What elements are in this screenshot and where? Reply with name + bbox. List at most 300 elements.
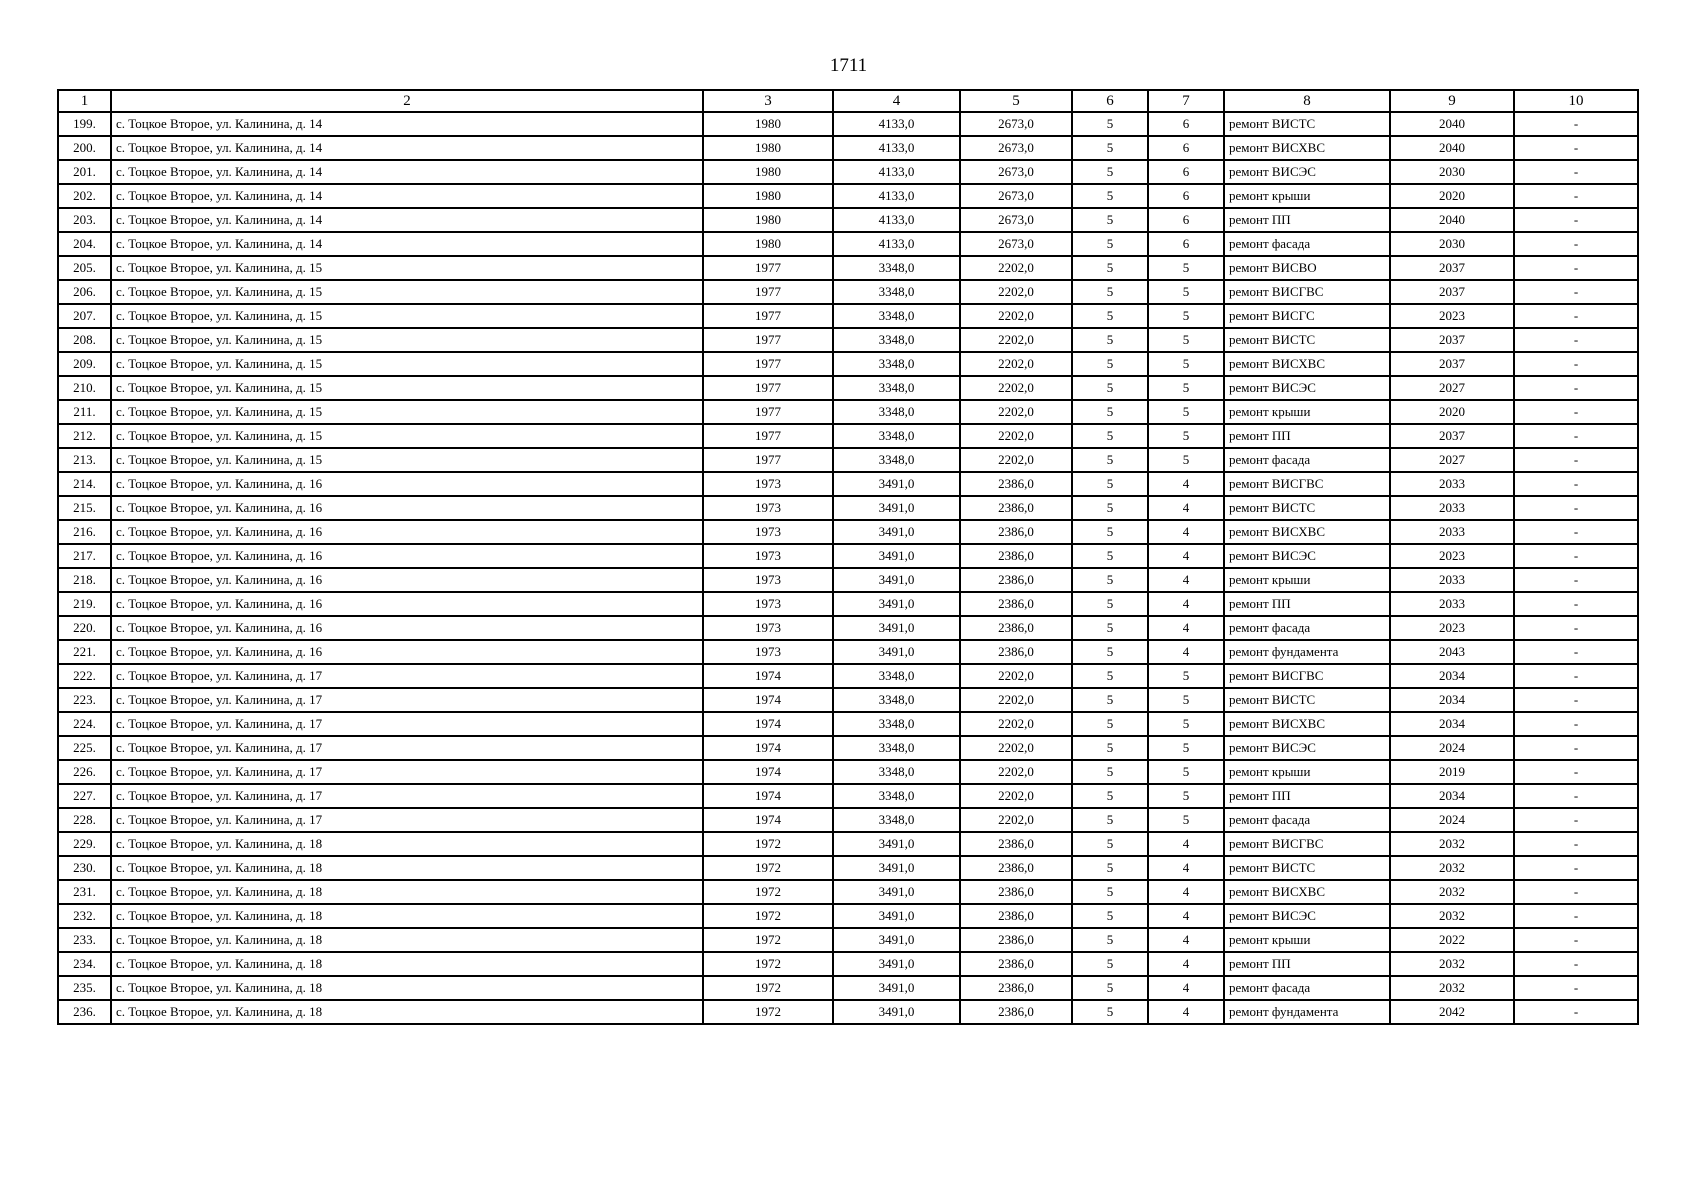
work-type-cell: ремонт ВИСХВС (1224, 136, 1390, 160)
work-type-cell: ремонт ВИСТС (1224, 112, 1390, 136)
living-area-cell: 2386,0 (960, 1000, 1072, 1024)
address-cell: с. Тоцкое Второе, ул. Калинина, д. 16 (111, 520, 703, 544)
work-type-cell: ремонт ВИСГВС (1224, 832, 1390, 856)
column-header: 2 (111, 90, 703, 112)
total-area-cell: 3491,0 (833, 904, 960, 928)
entrances-cell: 4 (1148, 880, 1224, 904)
year-cell: 1972 (703, 952, 833, 976)
column-header: 9 (1390, 90, 1514, 112)
work-type-cell: ремонт ВИСХВС (1224, 880, 1390, 904)
year-cell: 1977 (703, 448, 833, 472)
note-cell: - (1514, 448, 1638, 472)
year-cell: 1977 (703, 376, 833, 400)
row-number-cell: 230. (58, 856, 111, 880)
entrances-cell: 4 (1148, 592, 1224, 616)
total-area-cell: 3348,0 (833, 280, 960, 304)
address-cell: с. Тоцкое Второе, ул. Калинина, д. 16 (111, 544, 703, 568)
entrances-cell: 5 (1148, 352, 1224, 376)
living-area-cell: 2386,0 (960, 856, 1072, 880)
floors-cell: 5 (1072, 256, 1148, 280)
floors-cell: 5 (1072, 904, 1148, 928)
table-row (58, 784, 1638, 808)
row-number-cell: 209. (58, 352, 111, 376)
planned-year-cell: 2037 (1390, 352, 1514, 376)
total-area-cell: 3491,0 (833, 592, 960, 616)
repair-schedule-table (57, 89, 1639, 1025)
row-number-cell: 234. (58, 952, 111, 976)
table-row (58, 952, 1638, 976)
planned-year-cell: 2034 (1390, 784, 1514, 808)
planned-year-cell: 2019 (1390, 760, 1514, 784)
planned-year-cell: 2032 (1390, 904, 1514, 928)
table-row (58, 856, 1638, 880)
row-number-cell: 221. (58, 640, 111, 664)
row-number-cell: 201. (58, 160, 111, 184)
address-cell: с. Тоцкое Второе, ул. Калинина, д. 17 (111, 688, 703, 712)
floors-cell: 5 (1072, 664, 1148, 688)
work-type-cell: ремонт фасада (1224, 976, 1390, 1000)
row-number-cell: 222. (58, 664, 111, 688)
planned-year-cell: 2037 (1390, 256, 1514, 280)
table-row (58, 184, 1638, 208)
floors-cell: 5 (1072, 832, 1148, 856)
entrances-cell: 4 (1148, 568, 1224, 592)
work-type-cell: ремонт ВИСХВС (1224, 352, 1390, 376)
work-type-cell: ремонт крыши (1224, 568, 1390, 592)
work-type-cell: ремонт ПП (1224, 424, 1390, 448)
year-cell: 1974 (703, 760, 833, 784)
row-number-cell: 215. (58, 496, 111, 520)
address-cell: с. Тоцкое Второе, ул. Калинина, д. 15 (111, 424, 703, 448)
entrances-cell: 5 (1148, 448, 1224, 472)
note-cell: - (1514, 544, 1638, 568)
note-cell: - (1514, 376, 1638, 400)
total-area-cell: 3348,0 (833, 448, 960, 472)
entrances-cell: 5 (1148, 280, 1224, 304)
work-type-cell: ремонт фасада (1224, 448, 1390, 472)
table-row (58, 112, 1638, 136)
column-header: 7 (1148, 90, 1224, 112)
planned-year-cell: 2033 (1390, 520, 1514, 544)
living-area-cell: 2386,0 (960, 952, 1072, 976)
work-type-cell: ремонт ВИСТС (1224, 496, 1390, 520)
note-cell: - (1514, 352, 1638, 376)
living-area-cell: 2386,0 (960, 832, 1072, 856)
column-header: 5 (960, 90, 1072, 112)
entrances-cell: 6 (1148, 208, 1224, 232)
table-row (58, 640, 1638, 664)
address-cell: с. Тоцкое Второе, ул. Калинина, д. 15 (111, 304, 703, 328)
planned-year-cell: 2032 (1390, 976, 1514, 1000)
work-type-cell: ремонт крыши (1224, 760, 1390, 784)
planned-year-cell: 2033 (1390, 568, 1514, 592)
planned-year-cell: 2032 (1390, 880, 1514, 904)
row-number-cell: 212. (58, 424, 111, 448)
living-area-cell: 2202,0 (960, 784, 1072, 808)
year-cell: 1974 (703, 664, 833, 688)
table-row (58, 712, 1638, 736)
entrances-cell: 5 (1148, 424, 1224, 448)
floors-cell: 5 (1072, 496, 1148, 520)
work-type-cell: ремонт ВИСГВС (1224, 280, 1390, 304)
work-type-cell: ремонт ВИСТС (1224, 856, 1390, 880)
address-cell: с. Тоцкое Второе, ул. Калинина, д. 18 (111, 856, 703, 880)
year-cell: 1972 (703, 928, 833, 952)
total-area-cell: 3491,0 (833, 544, 960, 568)
table-row (58, 496, 1638, 520)
table-row (58, 328, 1638, 352)
work-type-cell: ремонт ВИСЭС (1224, 904, 1390, 928)
address-cell: с. Тоцкое Второе, ул. Калинина, д. 17 (111, 736, 703, 760)
entrances-cell: 4 (1148, 976, 1224, 1000)
planned-year-cell: 2023 (1390, 616, 1514, 640)
work-type-cell: ремонт фасада (1224, 232, 1390, 256)
living-area-cell: 2386,0 (960, 616, 1072, 640)
note-cell: - (1514, 664, 1638, 688)
address-cell: с. Тоцкое Второе, ул. Калинина, д. 18 (111, 976, 703, 1000)
living-area-cell: 2673,0 (960, 184, 1072, 208)
entrances-cell: 5 (1148, 736, 1224, 760)
floors-cell: 5 (1072, 760, 1148, 784)
planned-year-cell: 2023 (1390, 544, 1514, 568)
work-type-cell: ремонт ВИСЭС (1224, 736, 1390, 760)
note-cell: - (1514, 904, 1638, 928)
row-number-cell: 232. (58, 904, 111, 928)
planned-year-cell: 2020 (1390, 184, 1514, 208)
note-cell: - (1514, 592, 1638, 616)
table-row (58, 400, 1638, 424)
note-cell: - (1514, 616, 1638, 640)
table-row (58, 760, 1638, 784)
work-type-cell: ремонт ВИСВО (1224, 256, 1390, 280)
year-cell: 1972 (703, 1000, 833, 1024)
living-area-cell: 2202,0 (960, 280, 1072, 304)
total-area-cell: 3348,0 (833, 736, 960, 760)
floors-cell: 5 (1072, 136, 1148, 160)
living-area-cell: 2202,0 (960, 712, 1072, 736)
planned-year-cell: 2024 (1390, 736, 1514, 760)
note-cell: - (1514, 112, 1638, 136)
planned-year-cell: 2030 (1390, 160, 1514, 184)
year-cell: 1972 (703, 832, 833, 856)
work-type-cell: ремонт ПП (1224, 784, 1390, 808)
work-type-cell: ремонт фасада (1224, 616, 1390, 640)
total-area-cell: 3491,0 (833, 976, 960, 1000)
table-row (58, 280, 1638, 304)
planned-year-cell: 2032 (1390, 952, 1514, 976)
total-area-cell: 3491,0 (833, 856, 960, 880)
table-header (58, 90, 1638, 112)
work-type-cell: ремонт фундамента (1224, 640, 1390, 664)
table-row (58, 448, 1638, 472)
living-area-cell: 2202,0 (960, 256, 1072, 280)
address-cell: с. Тоцкое Второе, ул. Калинина, д. 18 (111, 952, 703, 976)
living-area-cell: 2202,0 (960, 736, 1072, 760)
address-cell: с. Тоцкое Второе, ул. Калинина, д. 16 (111, 496, 703, 520)
planned-year-cell: 2040 (1390, 208, 1514, 232)
year-cell: 1977 (703, 424, 833, 448)
entrances-cell: 5 (1148, 376, 1224, 400)
row-number-cell: 224. (58, 712, 111, 736)
living-area-cell: 2386,0 (960, 544, 1072, 568)
living-area-cell: 2673,0 (960, 160, 1072, 184)
living-area-cell: 2386,0 (960, 496, 1072, 520)
work-type-cell: ремонт ВИСЭС (1224, 544, 1390, 568)
total-area-cell: 3348,0 (833, 424, 960, 448)
row-number-cell: 225. (58, 736, 111, 760)
year-cell: 1974 (703, 688, 833, 712)
note-cell: - (1514, 688, 1638, 712)
row-number-cell: 213. (58, 448, 111, 472)
floors-cell: 5 (1072, 640, 1148, 664)
row-number-cell: 200. (58, 136, 111, 160)
row-number-cell: 207. (58, 304, 111, 328)
address-cell: с. Тоцкое Второе, ул. Калинина, д. 16 (111, 592, 703, 616)
address-cell: с. Тоцкое Второе, ул. Калинина, д. 16 (111, 640, 703, 664)
table-row (58, 736, 1638, 760)
address-cell: с. Тоцкое Второе, ул. Калинина, д. 16 (111, 616, 703, 640)
planned-year-cell: 2020 (1390, 400, 1514, 424)
planned-year-cell: 2030 (1390, 232, 1514, 256)
year-cell: 1977 (703, 280, 833, 304)
floors-cell: 5 (1072, 880, 1148, 904)
work-type-cell: ремонт ВИСГС (1224, 304, 1390, 328)
living-area-cell: 2202,0 (960, 376, 1072, 400)
row-number-cell: 233. (58, 928, 111, 952)
entrances-cell: 6 (1148, 232, 1224, 256)
entrances-cell: 4 (1148, 928, 1224, 952)
address-cell: с. Тоцкое Второе, ул. Калинина, д. 18 (111, 1000, 703, 1024)
total-area-cell: 3348,0 (833, 256, 960, 280)
living-area-cell: 2202,0 (960, 424, 1072, 448)
table-row (58, 304, 1638, 328)
entrances-cell: 5 (1148, 760, 1224, 784)
row-number-cell: 235. (58, 976, 111, 1000)
floors-cell: 5 (1072, 448, 1148, 472)
address-cell: с. Тоцкое Второе, ул. Калинина, д. 15 (111, 376, 703, 400)
living-area-cell: 2386,0 (960, 472, 1072, 496)
note-cell: - (1514, 232, 1638, 256)
living-area-cell: 2386,0 (960, 880, 1072, 904)
row-number-cell: 226. (58, 760, 111, 784)
row-number-cell: 205. (58, 256, 111, 280)
year-cell: 1980 (703, 208, 833, 232)
entrances-cell: 4 (1148, 952, 1224, 976)
row-number-cell: 216. (58, 520, 111, 544)
year-cell: 1974 (703, 712, 833, 736)
row-number-cell: 199. (58, 112, 111, 136)
work-type-cell: ремонт фасада (1224, 808, 1390, 832)
row-number-cell: 219. (58, 592, 111, 616)
entrances-cell: 4 (1148, 856, 1224, 880)
row-number-cell: 228. (58, 808, 111, 832)
note-cell: - (1514, 784, 1638, 808)
year-cell: 1980 (703, 184, 833, 208)
address-cell: с. Тоцкое Второе, ул. Калинина, д. 14 (111, 232, 703, 256)
page-number: 1711 (829, 55, 868, 76)
note-cell: - (1514, 568, 1638, 592)
address-cell: с. Тоцкое Второе, ул. Калинина, д. 14 (111, 184, 703, 208)
floors-cell: 5 (1072, 184, 1148, 208)
floors-cell: 5 (1072, 376, 1148, 400)
entrances-cell: 5 (1148, 784, 1224, 808)
table-row (58, 1000, 1638, 1024)
note-cell: - (1514, 808, 1638, 832)
work-type-cell: ремонт ВИСХВС (1224, 520, 1390, 544)
total-area-cell: 4133,0 (833, 232, 960, 256)
total-area-cell: 3348,0 (833, 784, 960, 808)
entrances-cell: 4 (1148, 904, 1224, 928)
entrances-cell: 5 (1148, 664, 1224, 688)
row-number-cell: 223. (58, 688, 111, 712)
total-area-cell: 3491,0 (833, 640, 960, 664)
table-row (58, 352, 1638, 376)
entrances-cell: 5 (1148, 304, 1224, 328)
table-row (58, 472, 1638, 496)
total-area-cell: 4133,0 (833, 208, 960, 232)
note-cell: - (1514, 856, 1638, 880)
year-cell: 1977 (703, 304, 833, 328)
table-row (58, 928, 1638, 952)
year-cell: 1974 (703, 736, 833, 760)
address-cell: с. Тоцкое Второе, ул. Калинина, д. 17 (111, 808, 703, 832)
address-cell: с. Тоцкое Второе, ул. Калинина, д. 16 (111, 472, 703, 496)
year-cell: 1974 (703, 808, 833, 832)
floors-cell: 5 (1072, 952, 1148, 976)
address-cell: с. Тоцкое Второе, ул. Калинина, д. 17 (111, 784, 703, 808)
planned-year-cell: 2022 (1390, 928, 1514, 952)
floors-cell: 5 (1072, 328, 1148, 352)
total-area-cell: 3491,0 (833, 832, 960, 856)
living-area-cell: 2386,0 (960, 592, 1072, 616)
year-cell: 1980 (703, 112, 833, 136)
floors-cell: 5 (1072, 304, 1148, 328)
note-cell: - (1514, 712, 1638, 736)
column-header: 10 (1514, 90, 1638, 112)
entrances-cell: 4 (1148, 640, 1224, 664)
table-row (58, 664, 1638, 688)
row-number-cell: 202. (58, 184, 111, 208)
table-row (58, 904, 1638, 928)
year-cell: 1977 (703, 328, 833, 352)
total-area-cell: 4133,0 (833, 136, 960, 160)
note-cell: - (1514, 160, 1638, 184)
row-number-cell: 227. (58, 784, 111, 808)
planned-year-cell: 2027 (1390, 448, 1514, 472)
total-area-cell: 4133,0 (833, 112, 960, 136)
table-row (58, 976, 1638, 1000)
year-cell: 1972 (703, 976, 833, 1000)
living-area-cell: 2386,0 (960, 928, 1072, 952)
work-type-cell: ремонт фундамента (1224, 1000, 1390, 1024)
planned-year-cell: 2042 (1390, 1000, 1514, 1024)
table-row (58, 832, 1638, 856)
floors-cell: 5 (1072, 280, 1148, 304)
row-number-cell: 204. (58, 232, 111, 256)
total-area-cell: 3348,0 (833, 808, 960, 832)
planned-year-cell: 2024 (1390, 808, 1514, 832)
note-cell: - (1514, 280, 1638, 304)
table-row (58, 880, 1638, 904)
total-area-cell: 3491,0 (833, 472, 960, 496)
note-cell: - (1514, 928, 1638, 952)
living-area-cell: 2386,0 (960, 976, 1072, 1000)
floors-cell: 5 (1072, 520, 1148, 544)
total-area-cell: 3348,0 (833, 328, 960, 352)
living-area-cell: 2386,0 (960, 520, 1072, 544)
planned-year-cell: 2032 (1390, 856, 1514, 880)
floors-cell: 5 (1072, 688, 1148, 712)
total-area-cell: 3348,0 (833, 760, 960, 784)
total-area-cell: 3491,0 (833, 880, 960, 904)
note-cell: - (1514, 472, 1638, 496)
planned-year-cell: 2034 (1390, 712, 1514, 736)
year-cell: 1980 (703, 160, 833, 184)
work-type-cell: ремонт крыши (1224, 928, 1390, 952)
row-number-cell: 208. (58, 328, 111, 352)
total-area-cell: 3491,0 (833, 928, 960, 952)
total-area-cell: 3348,0 (833, 688, 960, 712)
total-area-cell: 3348,0 (833, 376, 960, 400)
column-header: 4 (833, 90, 960, 112)
table-row (58, 232, 1638, 256)
total-area-cell: 3348,0 (833, 664, 960, 688)
total-area-cell: 4133,0 (833, 160, 960, 184)
floors-cell: 5 (1072, 424, 1148, 448)
column-header: 6 (1072, 90, 1148, 112)
floors-cell: 5 (1072, 352, 1148, 376)
total-area-cell: 3491,0 (833, 616, 960, 640)
year-cell: 1972 (703, 880, 833, 904)
floors-cell: 5 (1072, 1000, 1148, 1024)
floors-cell: 5 (1072, 856, 1148, 880)
note-cell: - (1514, 328, 1638, 352)
year-cell: 1974 (703, 784, 833, 808)
row-number-cell: 211. (58, 400, 111, 424)
year-cell: 1972 (703, 856, 833, 880)
note-cell: - (1514, 736, 1638, 760)
living-area-cell: 2673,0 (960, 112, 1072, 136)
note-cell: - (1514, 1000, 1638, 1024)
year-cell: 1973 (703, 520, 833, 544)
table-row (58, 256, 1638, 280)
address-cell: с. Тоцкое Второе, ул. Калинина, д. 15 (111, 280, 703, 304)
living-area-cell: 2202,0 (960, 808, 1072, 832)
address-cell: с. Тоцкое Второе, ул. Калинина, д. 15 (111, 400, 703, 424)
living-area-cell: 2202,0 (960, 328, 1072, 352)
entrances-cell: 6 (1148, 112, 1224, 136)
table-row (58, 208, 1638, 232)
planned-year-cell: 2037 (1390, 424, 1514, 448)
total-area-cell: 4133,0 (833, 184, 960, 208)
note-cell: - (1514, 184, 1638, 208)
planned-year-cell: 2034 (1390, 688, 1514, 712)
note-cell: - (1514, 976, 1638, 1000)
floors-cell: 5 (1072, 808, 1148, 832)
floors-cell: 5 (1072, 568, 1148, 592)
living-area-cell: 2202,0 (960, 304, 1072, 328)
address-cell: с. Тоцкое Второе, ул. Калинина, д. 15 (111, 448, 703, 472)
address-cell: с. Тоцкое Второе, ул. Калинина, д. 17 (111, 760, 703, 784)
work-type-cell: ремонт ПП (1224, 208, 1390, 232)
note-cell: - (1514, 136, 1638, 160)
address-cell: с. Тоцкое Второе, ул. Калинина, д. 17 (111, 712, 703, 736)
row-number-cell: 236. (58, 1000, 111, 1024)
living-area-cell: 2202,0 (960, 400, 1072, 424)
entrances-cell: 4 (1148, 472, 1224, 496)
row-number-cell: 217. (58, 544, 111, 568)
row-number-cell: 214. (58, 472, 111, 496)
